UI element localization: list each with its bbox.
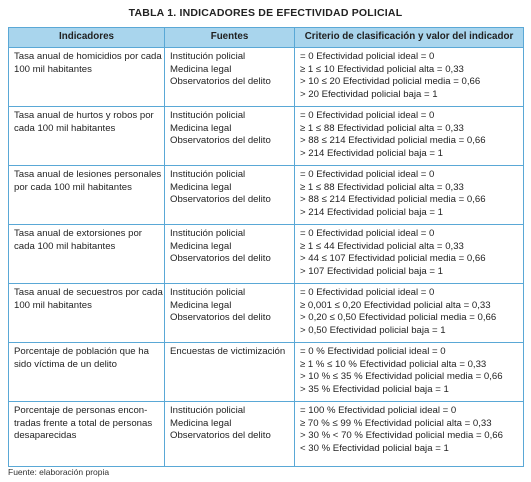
- sources-line: Institución policial: [170, 228, 246, 239]
- table-row: [9, 166, 524, 225]
- sources-line: Institución policial: [170, 110, 246, 121]
- sources-cell: [165, 343, 295, 402]
- indicator-line: Tasa anual de lesiones personales: [14, 169, 162, 180]
- indicator-line: 100 mil habitantes: [14, 63, 92, 75]
- header-criteria: Criterio de clasificación y valor del indicador: [295, 28, 524, 48]
- sources-line: Medicina legal: [170, 417, 232, 429]
- header-indicators: Indicadores: [9, 28, 165, 48]
- indicator-line: desaparecidas: [14, 430, 77, 442]
- sources-line: Institución policial: [170, 51, 246, 62]
- criteria-cell: [295, 48, 524, 107]
- table-body: [9, 48, 524, 467]
- source-note: Fuente: elaboración propia: [8, 467, 110, 477]
- criteria-line: ≥ 1 ≤ 44 Efectividad policial alta = 0,33: [300, 240, 464, 252]
- indicator-cell: [9, 284, 165, 343]
- sources-cell: [165, 402, 295, 467]
- criteria-line: = 0 Efectividad policial ideal = 0: [300, 169, 435, 180]
- header-sources: Fuentes: [165, 28, 295, 48]
- sources-line: Observatorios del delito: [170, 135, 271, 147]
- criteria-cell: [295, 402, 524, 467]
- criteria-cell: [295, 166, 524, 225]
- criteria-line: = 0 Efectividad policial ideal = 0: [300, 287, 435, 298]
- criteria-line: > 0,20 ≤ 0,50 Efectividad policial media = 0,66: [300, 312, 497, 324]
- criteria-line: < 30 % Efectividad policial baja = 1: [300, 442, 449, 454]
- indicator-cell: [9, 402, 165, 467]
- criteria-line: > 88 ≤ 214 Efectividad policial media = 0,66: [300, 135, 486, 147]
- criteria-line: > 0,50 Efectividad policial baja = 1: [300, 324, 446, 336]
- table-row: [9, 225, 524, 284]
- indicator-line: Tasa anual de hurtos y robos por: [14, 110, 154, 121]
- sources-line: Medicina legal: [170, 299, 232, 311]
- indicator-cell: [9, 107, 165, 166]
- criteria-line: = 0 Efectividad policial ideal = 0: [300, 110, 435, 121]
- criteria-line: ≥ 0,001 ≤ 0,20 Efectividad policial alta = 0,33: [300, 299, 491, 311]
- table-title: TABLA 1. INDICADORES DE EFECTIVIDAD POLICIAL: [128, 7, 403, 19]
- indicator-line: cada 100 mil habitantes: [14, 240, 116, 252]
- criteria-line: ≥ 1 % ≤ 10 % Efectividad policial alta = 0,33: [300, 358, 487, 370]
- criteria-line: ≥ 1 ≤ 10 Efectividad policial alta = 0,33: [300, 63, 464, 75]
- indicator-line: sido víctima de un delito: [14, 358, 117, 370]
- indicator-line: 100 mil habitantes: [14, 299, 92, 311]
- indicator-line: Tasa anual de homicidios por cada: [14, 51, 162, 62]
- criteria-line: = 0 % Efectividad policial ideal = 0: [300, 346, 446, 357]
- criteria-line: > 107 Efectividad policial baja = 1: [300, 265, 443, 277]
- criteria-line: ≥ 1 ≤ 88 Efectividad policial alta = 0,33: [300, 181, 464, 193]
- table-header-row: [9, 28, 524, 48]
- sources-line: Observatorios del delito: [170, 430, 271, 442]
- criteria-line: > 10 ≤ 20 Efectividad policial media = 0,66: [300, 76, 481, 88]
- criteria-line: > 214 Efectividad policial baja = 1: [300, 147, 443, 159]
- sources-line: Observatorios del delito: [170, 76, 271, 88]
- indicator-cell: [9, 166, 165, 225]
- indicator-cell: [9, 225, 165, 284]
- table-row: [9, 48, 524, 107]
- criteria-cell: [295, 343, 524, 402]
- sources-line: Observatorios del delito: [170, 194, 271, 206]
- sources-cell: [165, 48, 295, 107]
- criteria-cell: [295, 107, 524, 166]
- sources-cell: [165, 225, 295, 284]
- sources-line: Institución policial: [170, 169, 246, 180]
- indicator-cell: [9, 48, 165, 107]
- criteria-line: > 30 % < 70 % Efectividad policial media = 0,66: [300, 430, 503, 442]
- indicator-line: Porcentaje de población que ha: [14, 346, 149, 357]
- indicator-line: Tasa anual de extorsiones por: [14, 228, 142, 239]
- sources-line: Medicina legal: [170, 181, 232, 193]
- sources-cell: [165, 284, 295, 343]
- sources-line: Observatorios del delito: [170, 253, 271, 265]
- sources-line: Encuestas de victimización: [170, 346, 286, 357]
- criteria-line: = 0 Efectividad policial ideal = 0: [300, 51, 435, 62]
- criteria-line: ≥ 70 % ≤ 99 % Efectividad policial alta = 0,33: [300, 417, 492, 429]
- table-row: [9, 343, 524, 402]
- indicators-table: [8, 27, 524, 467]
- indicator-line: por cada 100 mil habitantes: [14, 181, 132, 193]
- criteria-line: > 10 % ≤ 35 % Efectividad policial media = 0,66: [300, 371, 503, 383]
- sources-cell: [165, 107, 295, 166]
- sources-line: Medicina legal: [170, 240, 232, 252]
- indicator-line: Porcentaje de personas encon-: [14, 405, 148, 416]
- sources-line: Medicina legal: [170, 63, 232, 75]
- indicator-line: cada 100 mil habitantes: [14, 122, 116, 134]
- sources-cell: [165, 166, 295, 225]
- criteria-line: > 35 % Efectividad policial baja = 1: [300, 383, 449, 395]
- sources-line: Institución policial: [170, 405, 246, 416]
- indicator-cell: [9, 343, 165, 402]
- criteria-line: = 0 Efectividad policial ideal = 0: [300, 228, 435, 239]
- criteria-line: > 44 ≤ 107 Efectividad policial media = 0,66: [300, 253, 486, 265]
- sources-line: Institución policial: [170, 287, 246, 298]
- sources-line: Medicina legal: [170, 122, 232, 134]
- sources-line: Observatorios del delito: [170, 312, 271, 324]
- table-row: [9, 284, 524, 343]
- criteria-line: ≥ 1 ≤ 88 Efectividad policial alta = 0,33: [300, 122, 464, 134]
- indicator-line: Tasa anual de secuestros por cada: [14, 287, 163, 298]
- criteria-line: > 88 ≤ 214 Efectividad policial media = 0,66: [300, 194, 486, 206]
- criteria-line: > 20 Efectividad policial baja = 1: [300, 88, 438, 100]
- criteria-cell: [295, 225, 524, 284]
- criteria-line: > 214 Efectividad policial baja = 1: [300, 206, 443, 218]
- criteria-cell: [295, 284, 524, 343]
- table-row: [9, 402, 524, 467]
- table-row: [9, 107, 524, 166]
- criteria-line: = 100 % Efectividad policial ideal = 0: [300, 405, 457, 416]
- indicator-line: tradas frente a total de personas: [14, 417, 153, 429]
